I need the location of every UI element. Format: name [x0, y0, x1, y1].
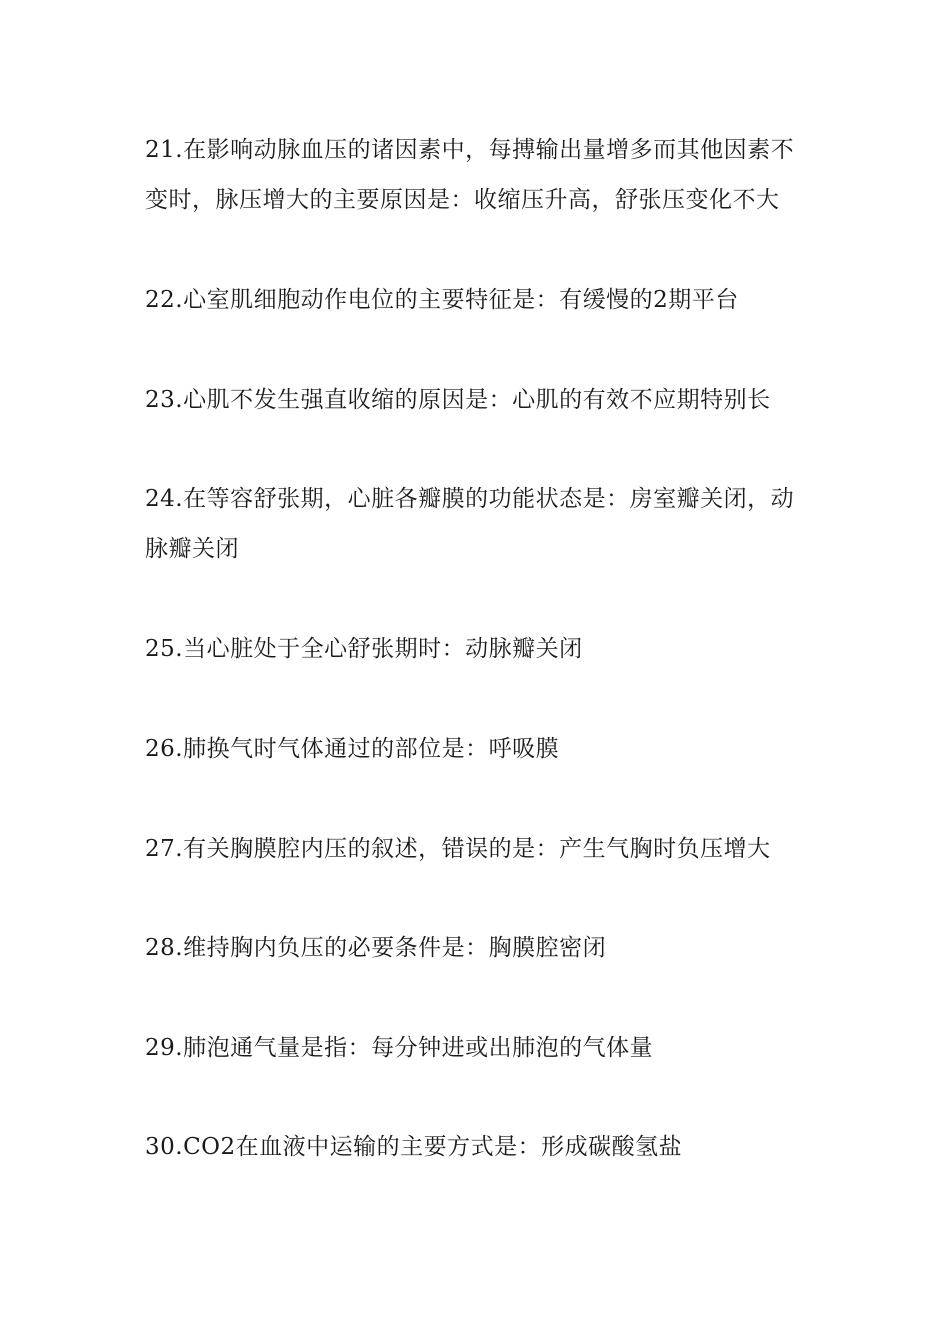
item-30: 30.CO2在血液中运输的主要方式是：形成碳酸氢盐 [145, 1134, 683, 1160]
item-25: 25.当心脏处于全心舒张期时：动脉瓣关闭 [145, 636, 583, 662]
item-29: 29.肺泡通气量是指：每分钟进或出肺泡的气体量 [145, 1035, 654, 1061]
item-21: 21.在影响动脉血压的诸因素中，每搏输出量增多而其他因素不变时，脉压增大的主要原因是：收缩压升高，舒张压变化不大 [145, 137, 795, 213]
item-22: 22.心室肌细胞动作电位的主要特征是：有缓慢的2期平台 [145, 287, 739, 313]
item-23: 23.心肌不发生强直收缩的原因是：心肌的有效不应期特别长 [145, 387, 771, 413]
item-24: 24.在等容舒张期，心脏各瓣膜的功能状态是：房室瓣关闭，动脉瓣关闭 [145, 486, 795, 562]
item-27: 27.有关胸膜腔内压的叙述，错误的是：产生气胸时负压增大 [145, 836, 771, 862]
item-26: 26.肺换气时气体通过的部位是：呼吸膜 [145, 736, 560, 762]
item-28: 28.维持胸内负压的必要条件是：胸膜腔密闭 [145, 935, 607, 961]
